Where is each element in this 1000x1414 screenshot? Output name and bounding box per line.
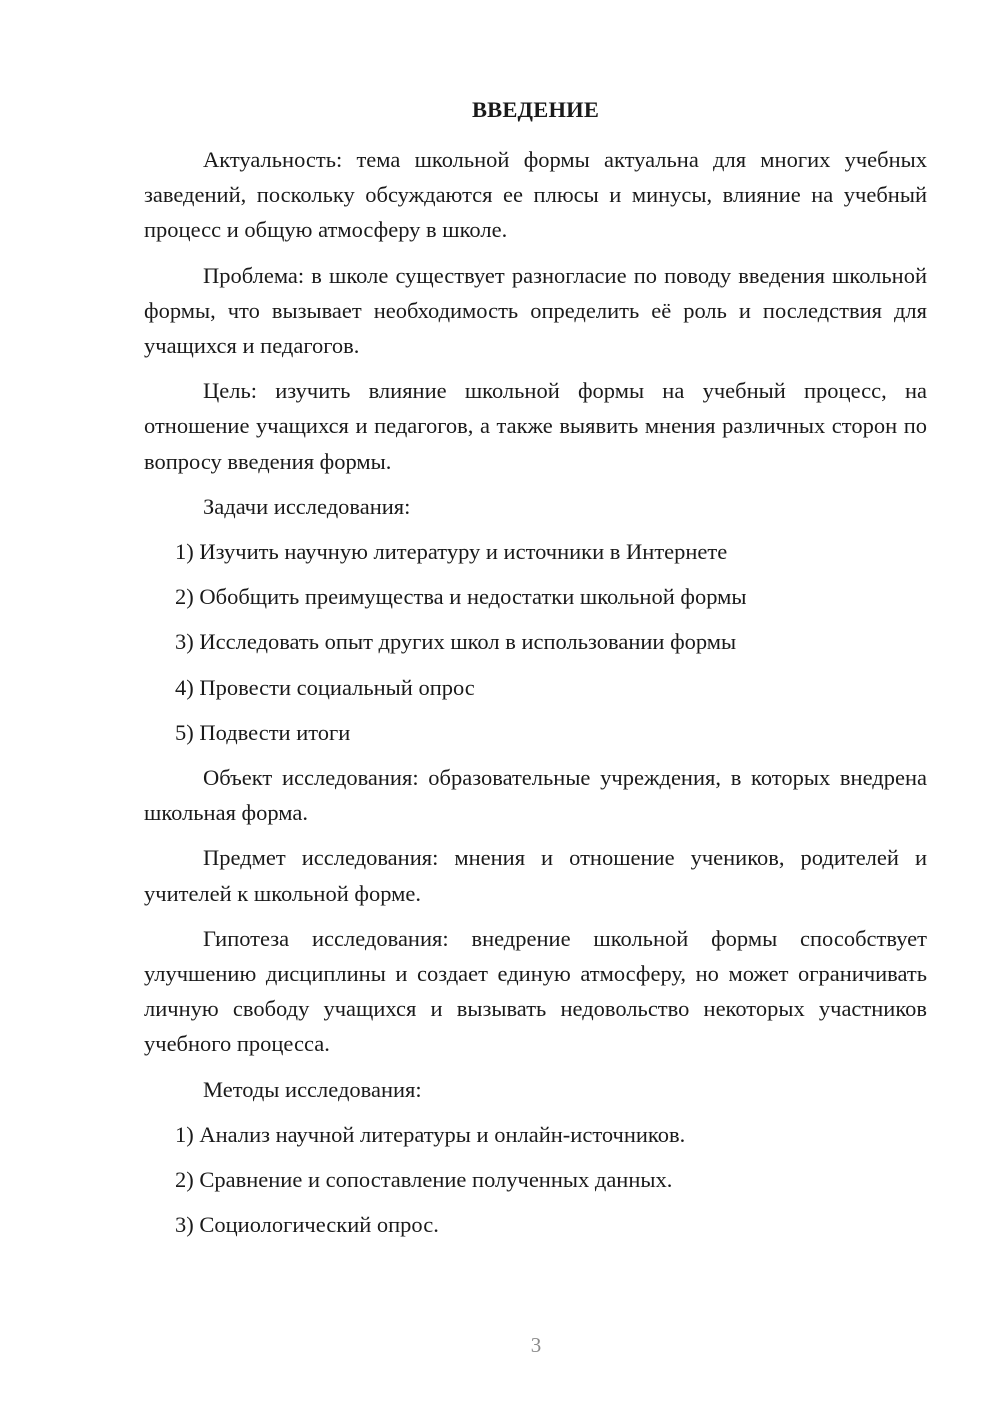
- tasks-title: Задачи исследования:: [203, 493, 411, 519]
- page-number: 3: [530, 1333, 542, 1357]
- section-heading: ВВЕДЕНИЕ: [471, 97, 600, 122]
- tasks-list: [144, 534, 927, 750]
- subject-paragraph: Предмет исследования: мнения и отношение учеников, родителей и учителей к школьной форме.: [144, 845, 927, 906]
- object-paragraph: Объект исследования: образовательные учреждения, в которых внедрена школьная форма.: [144, 765, 927, 826]
- hypothesis-paragraph: Гипотеза исследования: внедрение школьной формы способствует улучшению дисциплины и создает единую атмосферу, но может ограничивать личную свободу учащихся и вызывать недовольство некоторых участников учебного процесса.: [144, 925, 927, 1057]
- list-item: 3) Социологический опрос.: [175, 1212, 439, 1238]
- goal-paragraph: Цель: изучить влияние школьной формы на учебный процесс, на отношение учащихся и педагогов, а также выявить мнения различных сторон по вопросу введения формы.: [144, 378, 927, 474]
- methods-list: [144, 1117, 927, 1243]
- list-item: 4) Провести социальный опрос: [175, 674, 475, 700]
- document-body: [144, 92, 927, 1252]
- methods-title: Методы исследования:: [203, 1076, 422, 1102]
- problem-paragraph: Проблема: в школе существует разногласие по поводу введения школьной формы, что вызывает необходимость определить её роль и последствия для учащихся и педагогов.: [144, 262, 927, 359]
- list-item: 2) Обобщить преимущества и недостатки школьной формы: [175, 584, 747, 610]
- relevance-paragraph: Актуальность: тема школьной формы актуальна для многих учебных заведений, поскольку обсуждаются ее плюсы и минусы, влияние на учебный процесс и общую атмосферу в школе.: [144, 147, 927, 243]
- list-item: 5) Подвести итоги: [175, 719, 351, 745]
- list-item: 1) Изучить научную литературу и источники в Интернете: [175, 539, 728, 565]
- list-item: 3) Исследовать опыт других школ в использовании формы: [175, 629, 737, 655]
- list-item: 2) Сравнение и сопоставление полученных данных.: [175, 1167, 673, 1193]
- list-item: 1) Анализ научной литературы и онлайн-источников.: [175, 1121, 686, 1147]
